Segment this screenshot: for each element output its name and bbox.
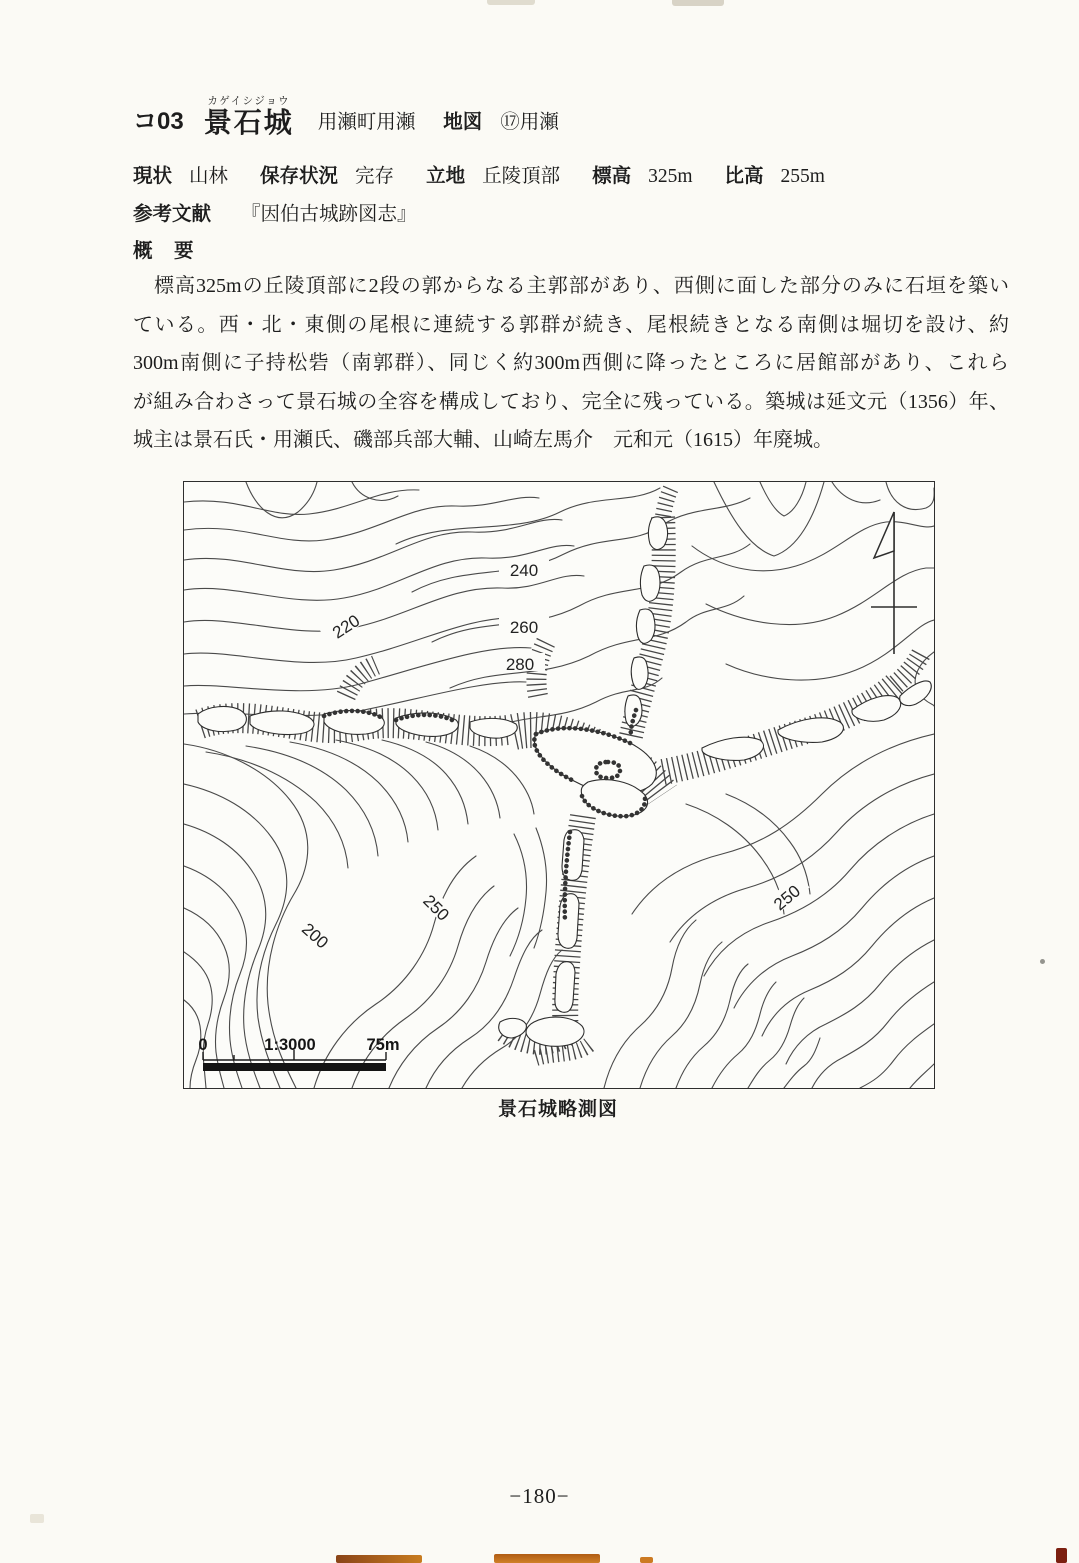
elevation-text: 240 bbox=[509, 561, 539, 580]
paragraph-line: 標高325mの丘陵頂部に2段の郭からなる主郭部があり、西側に面した部分のみに石垣を築い bbox=[133, 275, 1009, 297]
scale-bar bbox=[198, 1036, 399, 1071]
contour-map bbox=[184, 482, 934, 1088]
elevation-label-250-left bbox=[412, 883, 461, 932]
scale-ratio: 1:3000 bbox=[264, 1036, 316, 1054]
elevation-text: 260 bbox=[509, 618, 539, 637]
attr-hikou bbox=[725, 160, 825, 188]
scale-bar-fill bbox=[203, 1063, 386, 1071]
map-label: 地図 bbox=[443, 110, 483, 133]
scan-artifact-left bbox=[30, 1514, 44, 1523]
attr-label: 保存状況 bbox=[260, 165, 339, 187]
castle-furigana: カゲイシジョウ bbox=[207, 95, 291, 107]
scan-speck bbox=[1040, 959, 1045, 964]
castle-name-block bbox=[204, 96, 294, 137]
scan-artifact-bottom bbox=[494, 1554, 600, 1563]
scan-artifact-bottom bbox=[336, 1555, 422, 1563]
elevation-label-220 bbox=[320, 604, 372, 648]
elevation-text: 200 bbox=[298, 919, 332, 953]
reference-label: 参考文献 bbox=[133, 203, 212, 225]
attr-value: 丘陵頂部 bbox=[482, 166, 561, 187]
reference-value: 『因伯古城跡図志』 bbox=[241, 204, 417, 225]
castle-location: 用瀬町用瀬 bbox=[317, 111, 416, 133]
north-arrow-icon bbox=[871, 512, 917, 654]
page-number: −180− bbox=[509, 1484, 570, 1508]
elevation-label-260 bbox=[499, 616, 549, 637]
elevation-label-240 bbox=[499, 559, 549, 580]
attr-label: 現状 bbox=[133, 165, 173, 187]
attr-value: 完存 bbox=[355, 166, 395, 187]
attr-value: 325m bbox=[648, 166, 693, 187]
map-reference: ⑰用瀬 bbox=[500, 111, 559, 133]
scan-artifact-bottom bbox=[1056, 1548, 1067, 1563]
attr-ricchi bbox=[426, 160, 560, 188]
scan-artifact-bottom bbox=[640, 1557, 653, 1563]
elevation-text: 280 bbox=[505, 655, 535, 674]
castle-header bbox=[133, 96, 559, 137]
paragraph-line: 城主は景石氏・用瀬氏、磯部兵部大輔、山崎左馬介 元和元（1615）年廃城。 bbox=[133, 429, 833, 451]
scale-zero: 0 bbox=[198, 1036, 208, 1054]
summary-paragraph bbox=[133, 267, 1009, 460]
attr-value: 255m bbox=[780, 166, 825, 187]
elevation-text: 250 bbox=[770, 881, 805, 915]
elevation-text: 220 bbox=[329, 611, 364, 643]
attr-label: 比高 bbox=[724, 165, 764, 187]
attr-label: 標高 bbox=[592, 165, 632, 187]
elevation-label-200 bbox=[291, 911, 341, 959]
elevation-text: 250 bbox=[419, 891, 453, 925]
attr-genjo bbox=[133, 160, 228, 188]
scale-length: 75m bbox=[366, 1036, 400, 1054]
attr-hozon bbox=[260, 160, 394, 188]
castle-id: コ03 bbox=[133, 107, 184, 135]
paragraph-line: が組み合わさって景石城の全容を構成しており、完全に残っている。築城は延文元（1356）年、 bbox=[133, 390, 1009, 413]
reference-row bbox=[133, 198, 417, 226]
attr-value: 山林 bbox=[189, 166, 229, 187]
summary-heading: 概 要 bbox=[133, 240, 195, 262]
scan-artifact-top bbox=[672, 0, 724, 6]
attr-hyoko bbox=[592, 160, 692, 188]
attribute-row bbox=[133, 160, 1033, 188]
scan-artifact-top bbox=[487, 0, 535, 5]
elevation-label-280 bbox=[495, 653, 545, 674]
castle-name: 景石城 bbox=[203, 106, 294, 138]
castle-enclosures bbox=[198, 517, 931, 1046]
attr-label: 立地 bbox=[426, 165, 466, 187]
paragraph-line: ている。西・北・東側の尾根に連続する郭群が続き、尾根続きとなる南側は堀切を設け、約 bbox=[133, 313, 1009, 336]
figure-caption: 景石城略測図 bbox=[497, 1099, 618, 1120]
paragraph-line: 300m南側に子持松砦（南郭群）、同じく約300m西側に降ったところに居館部があり、これら bbox=[133, 352, 1009, 374]
contour-map-figure bbox=[183, 481, 935, 1089]
